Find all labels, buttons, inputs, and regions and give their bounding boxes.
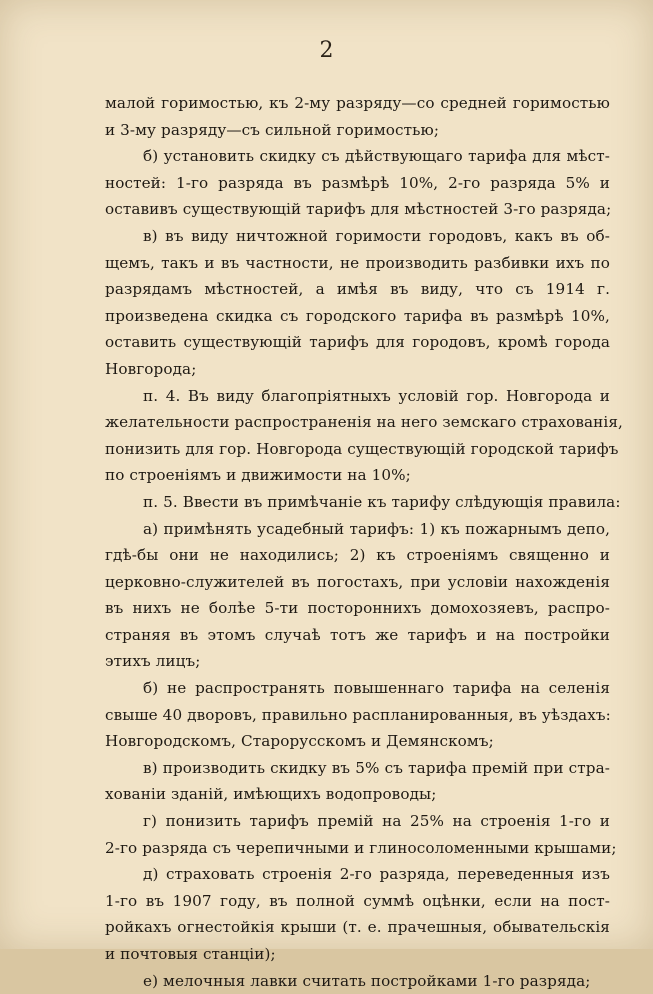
text-line: е) мелочныя лавки считать постройками 1-го разряда; bbox=[143, 971, 591, 990]
text-line: а) примѣнять усадебный тарифъ: 1) къ пожарнымъ депо, bbox=[143, 519, 610, 538]
text-line: 1-го въ 1907 году, въ полной суммѣ оцѣнки, если на пост- bbox=[105, 891, 610, 910]
text-line: в) производить скидку въ 5% съ тарифа премій при стра- bbox=[143, 758, 610, 777]
text-line: произведена скидка съ городского тарифа въ размѣрѣ 10%, bbox=[105, 306, 610, 325]
text-line: свыше 40 дворовъ, правильно распланированныя, въ уѣздахъ: bbox=[105, 705, 611, 724]
text-line: в) въ виду ничтожной горимости городовъ, какъ въ об- bbox=[143, 226, 610, 245]
text-line: понизить для гор. Новгорода существующій городской тарифъ bbox=[105, 439, 619, 458]
text-line: 2-го разряда съ черепичными и глиносоломенными крышами; bbox=[105, 838, 617, 857]
text-line: желательности распространенія на него земскаго страхованія, bbox=[105, 413, 623, 432]
text-line: страняя въ этомъ случаѣ тотъ же тарифъ и на постройки bbox=[105, 625, 610, 644]
text-line: Новгородскомъ, Старорусскомъ и Демянскомъ; bbox=[105, 732, 494, 751]
text-line: г) понизить тарифъ премій на 25% на строенія 1-го и bbox=[143, 812, 610, 831]
text-line: Новгорода; bbox=[105, 359, 197, 378]
text-line: малой горимостью, къ 2-му разряду—со средней горимостью bbox=[105, 94, 610, 112]
text-line: п. 4. Въ виду благопріятныхъ условій гор. Новгорода и bbox=[143, 386, 610, 405]
page-number: 2 bbox=[319, 38, 334, 63]
body-text bbox=[105, 90, 623, 994]
text-line: оставить существующій тарифъ для городовъ, кромѣ города bbox=[105, 333, 610, 352]
text-line: б) не распространять повышеннаго тарифа на селенія bbox=[143, 679, 610, 698]
text-line: этихъ лицъ; bbox=[105, 652, 201, 671]
text-line: ройкахъ огнестойкія крыши (т. е. прачешныя, обывательскія bbox=[105, 918, 610, 937]
text-line: церковно-служителей въ погостахъ, при условіи нахожденія bbox=[105, 572, 610, 591]
text-line: д) страховать строенія 2-го разряда, переведенныя изъ bbox=[143, 865, 610, 884]
text-line: ностей: 1-го разряда въ размѣрѣ 10%, 2-го разряда 5% и bbox=[105, 173, 610, 192]
text-line: по строеніямъ и движимости на 10%; bbox=[105, 466, 411, 485]
text-line: щемъ, такъ и въ частности, не производить разбивки ихъ по bbox=[105, 253, 610, 272]
text-line: оставивъ существующій тарифъ для мѣстностей 3-го разряда; bbox=[105, 200, 612, 219]
text-line: въ нихъ не болѣе 5-ти постороннихъ домохозяевъ, распро- bbox=[105, 599, 610, 618]
text-line: разрядамъ мѣстностей, а имѣя въ виду, что съ 1914 г. bbox=[105, 280, 610, 299]
text-line: б) установить скидку съ дѣйствующаго тарифа для мѣст- bbox=[143, 147, 610, 166]
text-line: и 3-му разряду—съ сильной горимостью; bbox=[105, 120, 440, 139]
text-line: гдѣ-бы они не находились; 2) къ строеніямъ священно и bbox=[105, 546, 610, 565]
text-line: и почтовыя станціи); bbox=[105, 945, 276, 963]
text-line: п. 5. Ввести въ примѣчаніе къ тарифу слѣдующія правила: bbox=[143, 492, 621, 511]
text-line: хованіи зданій, имѣющихъ водопроводы; bbox=[105, 785, 437, 804]
